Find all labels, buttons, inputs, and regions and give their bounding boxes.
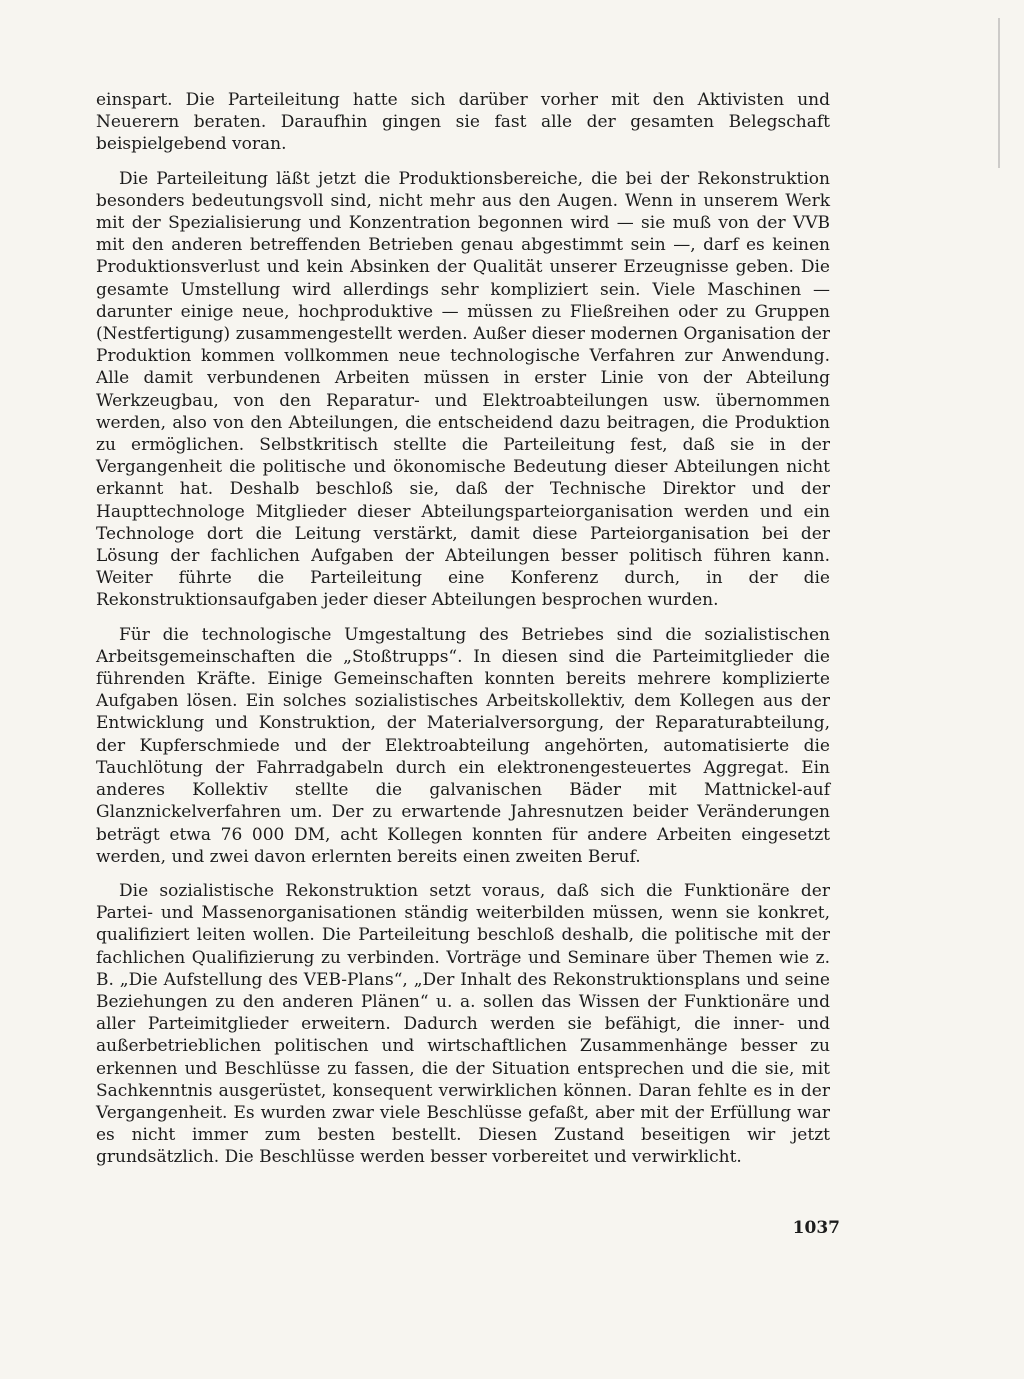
paragraph-1: einspart. Die Parteileitung hatte sich darüber vorher mit den Aktivisten und Neuerern beraten. Daraufhin gingen sie fast alle der gesamten Belegschaft beispielgebend voran. <box>96 90 830 155</box>
scan-edge-mark <box>998 18 1000 168</box>
paragraph-4: Die sozialistische Rekonstruktion setzt voraus, daß sich die Funktionäre der Partei- und Massenorganisationen ständig weiterbilden müssen, wenn sie konkret, qualifiziert leiten wollen. Die Parteileitung beschloß deshalb, die politische mit der fachlichen Qualifizierung zu verbinden. Vorträge und Seminare über Themen wie z. B. „Die Aufstellung des VEB-Plans“, „Der Inhalt des Rekonstruktionsplans und seine Beziehungen zu den anderen Plänen“ u. a. sollen das Wissen der Funktionäre und aller Parteimitglieder erweitern. Dadurch werden sie befähigt, die inner- und außerbetrieblichen politischen und wirtschaftlichen Zusammenhänge besser zu erkennen und Beschlüsse zu fassen, die der Situation entsprechen und die sie, mit Sachkenntnis ausgerüstet, konsequent verwirklichen können. Daran fehlte es in der Vergangenheit. Es wurden zwar viele Beschlüsse gefaßt, aber mit der Erfüllung war es nicht immer zum besten bestellt. Diesen Zustand beseitigen wir jetzt grundsätzlich. Die Beschlüsse werden besser vorbereitet und verwirklicht. <box>96 880 830 1168</box>
page-number: 1037 <box>792 1218 840 1238</box>
body-text <box>96 89 830 1181</box>
paragraph-3: Für die technologische Umgestaltung des Betriebes sind die sozialistischen Arbeitsgemeinschaften die „Stoßtrupps“. In diesen sind die Parteimitglieder die führenden Kräfte. Einige Gemeinschaften konnten bereits mehrere komplizierte Aufgaben lösen. Ein solches sozialistisches Arbeitskollektiv, dem Kollegen aus der Entwicklung und Konstruktion, der Materialversorgung, der Reparaturabteilung, der Kupferschmiede und der Elektroabteilung angehörten, automatisierte die Tauchlötung der Fahrradgabeln durch ein elektronengesteuertes Aggregat. Ein anderes Kollektiv stellte die galvanischen Bäder mit Mattnickel-auf Glanznickelverfahren um. Der zu erwartende Jahresnutzen beider Veränderungen beträgt etwa 76 000 DM, acht Kollegen konnten für andere Arbeiten eingesetzt werden, und zwei davon erlernten bereits einen zweiten Beruf. <box>96 624 830 867</box>
paragraph-2: Die Parteileitung läßt jetzt die Produktionsbereiche, die bei der Rekonstruktion besonders bedeutungsvoll sind, nicht mehr aus den Augen. Wenn in unserem Werk mit der Spezialisierung und Konzentration begonnen wird — sie muß von der VVB mit den anderen betreffenden Betrieben genau abgestimmt sein —, darf es keinen Produktionsverlust und kein Absinken der Qualität unserer Erzeugnisse geben. Die gesamte Umstellung wird allerdings sehr kompliziert sein. Viele Maschinen — darunter einige neue, hochproduktive — müssen zu Fließreihen oder zu Gruppen (Nestfertigung) zusammengestellt werden. Außer dieser modernen Organisation der Produktion kommen vollkommen neue technologische Verfahren zur Anwendung. Alle damit verbundenen Arbeiten müssen in erster Linie von der Abteilung Werkzeugbau, von den Reparatur- und Elektroabteilungen usw. übernommen werden, also von den Abteilungen, die entscheidend dazu beitragen, die Produktion zu ermöglichen. Selbstkritisch stellte die Parteileitung fest, daß sie in der Vergangenheit die politische und ökonomische Bedeutung dieser Abteilungen nicht erkannt hat. Deshalb beschloß sie, daß der Technische Direktor und der Haupttechnologe Mitglieder dieser Abteilungsparteiorganisation werden und ein Technologe dort die Leitung verstärkt, damit diese Parteiorganisation bei der Lösung der fachlichen Aufgaben der Abteilungen besser politisch führen kann. Weiter führte die Parteileitung eine Konferenz durch, in der die Rekonstruktionsaufgaben jeder dieser Abteilungen besprochen wurden. <box>96 168 830 611</box>
